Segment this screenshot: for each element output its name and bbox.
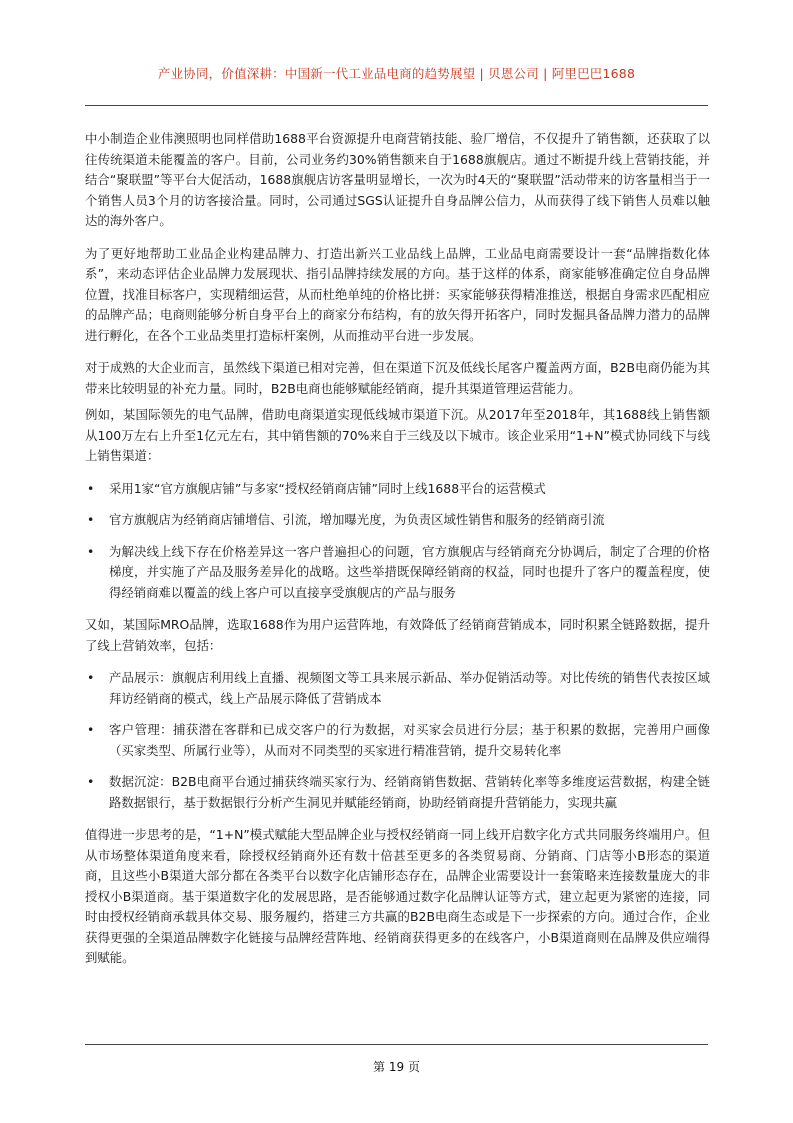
bullet-list-1n-model (85, 479, 710, 604)
list-item (85, 479, 710, 500)
bullet-marker: • (87, 512, 95, 527)
bullet-list-mro (85, 668, 710, 813)
list-item (85, 772, 710, 813)
bullet-marker: • (87, 670, 95, 685)
footer-divider (85, 1044, 708, 1045)
paragraph-brand-index: 为了更好地帮助工业品企业构建品牌力、打造出新兴工业品线上品牌，工业品电商需要设计一套“品牌指数化体系”，来动态评估企业品牌力发展现状、指引品牌持续发展的方向。基于这样的体系，商家能够准确定位自身品牌位置，找准目标客户，实现精细运营，从而杜绝单纯的价格比拼：买家能够获得精准推送，根据自身需求匹配相应的品牌产品；电商则能够分析自身平台上的商家分布结构，有的放矢得开拓客户，同时发掘具备品牌力潜力的品牌进行孵化，在各个工业品类里打造标杆案例，从而推动平台进一步发展。 (85, 245, 710, 343)
bullet-marker: • (87, 774, 95, 789)
list-item-text: 采用1家“官方旗舰店铺”与多家“授权经销商店铺”同时上线1688平台的运营模式 (109, 480, 546, 496)
list-item-text: 数据沉淀：B2B电商平台通过捕获终端买家行为、经销商销售数据、营销转化率等多维度运营数据，构建全链路数据银行，基于数据银行分析产生洞见并赋能经销商，协助经销商提升营销能力，实现共赢 (109, 774, 710, 810)
list-item (85, 668, 710, 709)
bullet-marker: • (87, 543, 95, 559)
list-item (85, 720, 710, 761)
paragraph-mro-brand-case: 又如，某国际MRO品牌，选取1688作为用户运营阵地，有效降低了经销商营销成本，同时积累全链路数据，提升了线上营销效率，包括： (85, 617, 710, 653)
list-item-text: 官方旗舰店为经销商店铺增信、引流，增加曝光度，为负责区域性销售和服务的经销商引流 (109, 512, 605, 527)
list-item-text: 产品展示：旗舰店利用线上直播、视频图文等工具来展示新品、举办促销活动等。对比传统的销售代表按区域拜访经销商的模式，线上产品展示降低了营销成本 (109, 670, 710, 706)
bullet-marker: • (87, 480, 95, 496)
header-divider (85, 105, 708, 106)
list-item-text: 客户管理：捕获潜在客群和已成交客户的行为数据，对买家会员进行分层；基于积累的数据，完善用户画像（买家类型、所属行业等），从而对不同类型的买家进行精准营销，提升交易转化率 (109, 722, 710, 758)
paragraph-electrical-brand-case: 例如，某国际领先的电气品牌，借助电商渠道实现低线城市渠道下沉。从2017年至2018年，其1688线上销售额从100万左右上升至1亿元左右，其中销售额的70%来自于三线及以下城市。该企业采用“1+N”模式协同线下与线上销售渠道： (85, 407, 710, 463)
page-number: 第 19 页 (373, 1060, 420, 1074)
list-item (85, 510, 710, 531)
page-body (85, 129, 710, 981)
running-header: 产业协同，价值深耕：中国新一代工业品电商的趋势展望 | 贝恩公司 | 阿里巴巴1688 (157, 66, 636, 81)
bullet-marker: • (87, 722, 95, 737)
list-item (85, 542, 710, 604)
paragraph-further-thinking: 值得进一步思考的是，“1+N”模式赋能大型品牌企业与授权经销商一同上线开启数字化方式共同服务终端用户。但从市场整体渠道角度来看，除授权经销商外还有数十倍甚至更多的各类贸易商、分销商、门店等小B形态的渠道商，且这些小B渠道大部分都在各类平台以数字化店铺形态存在，品牌企业需要设计一套策略来连接数量庞大的非授权小B渠道商。基于渠道数字化的发展思路，是否能够通过数字化品牌认证等方式，建立起更为紧密的连接，同时由授权经销商承载具体交易、服务履约，搭建三方共赢的B2B电商生态或是下一步探索的方向。通过合作，企业获得更强的全渠道品牌数字化链接与品牌经营阵地、经销商获得更多的在线客户，小B渠道商则在品牌及供应端得到赋能。 (85, 827, 710, 965)
list-item-text: 为解决线上线下存在价格差异这一客户普遍担心的问题，官方旗舰店与经销商充分协调后，制定了合理的价格梯度，并实施了产品及服务差异化的战略。这些举措既保障经销商的权益，同时也提升了客户的覆盖程度，使得经销商难以覆盖的线上客户可以直接享受旗舰店的产品与服务 (109, 543, 710, 600)
paragraph-weiao-case: 中小制造企业伟澳照明也同样借助1688平台资源提升电商营销技能、验厂增信，不仅提升了销售额，还获取了以往传统渠道未能覆盖的客户。目前，公司业务约30%销售额来自于1688旗舰店。通过不断提升线上营销技能，并结合“聚联盟”等平台大促活动，1688旗舰店访客量明显增长，一次为时4天的“聚联盟”活动带来的访客量相当于一个销售人员3个月的访客接洽量。同时，公司通过SGS认证提升自身品牌公信力，从而获得了线下销售人员难以触达的海外客户。 (85, 131, 710, 228)
paragraph-large-enterprises: 对于成熟的大企业而言，虽然线下渠道已相对完善，但在渠道下沉及低线长尾客户覆盖两方面，B2B电商仍能为其带来比较明显的补充力量。同时，B2B电商也能够赋能经销商，提升其渠道管理运营能力。 (85, 360, 710, 396)
